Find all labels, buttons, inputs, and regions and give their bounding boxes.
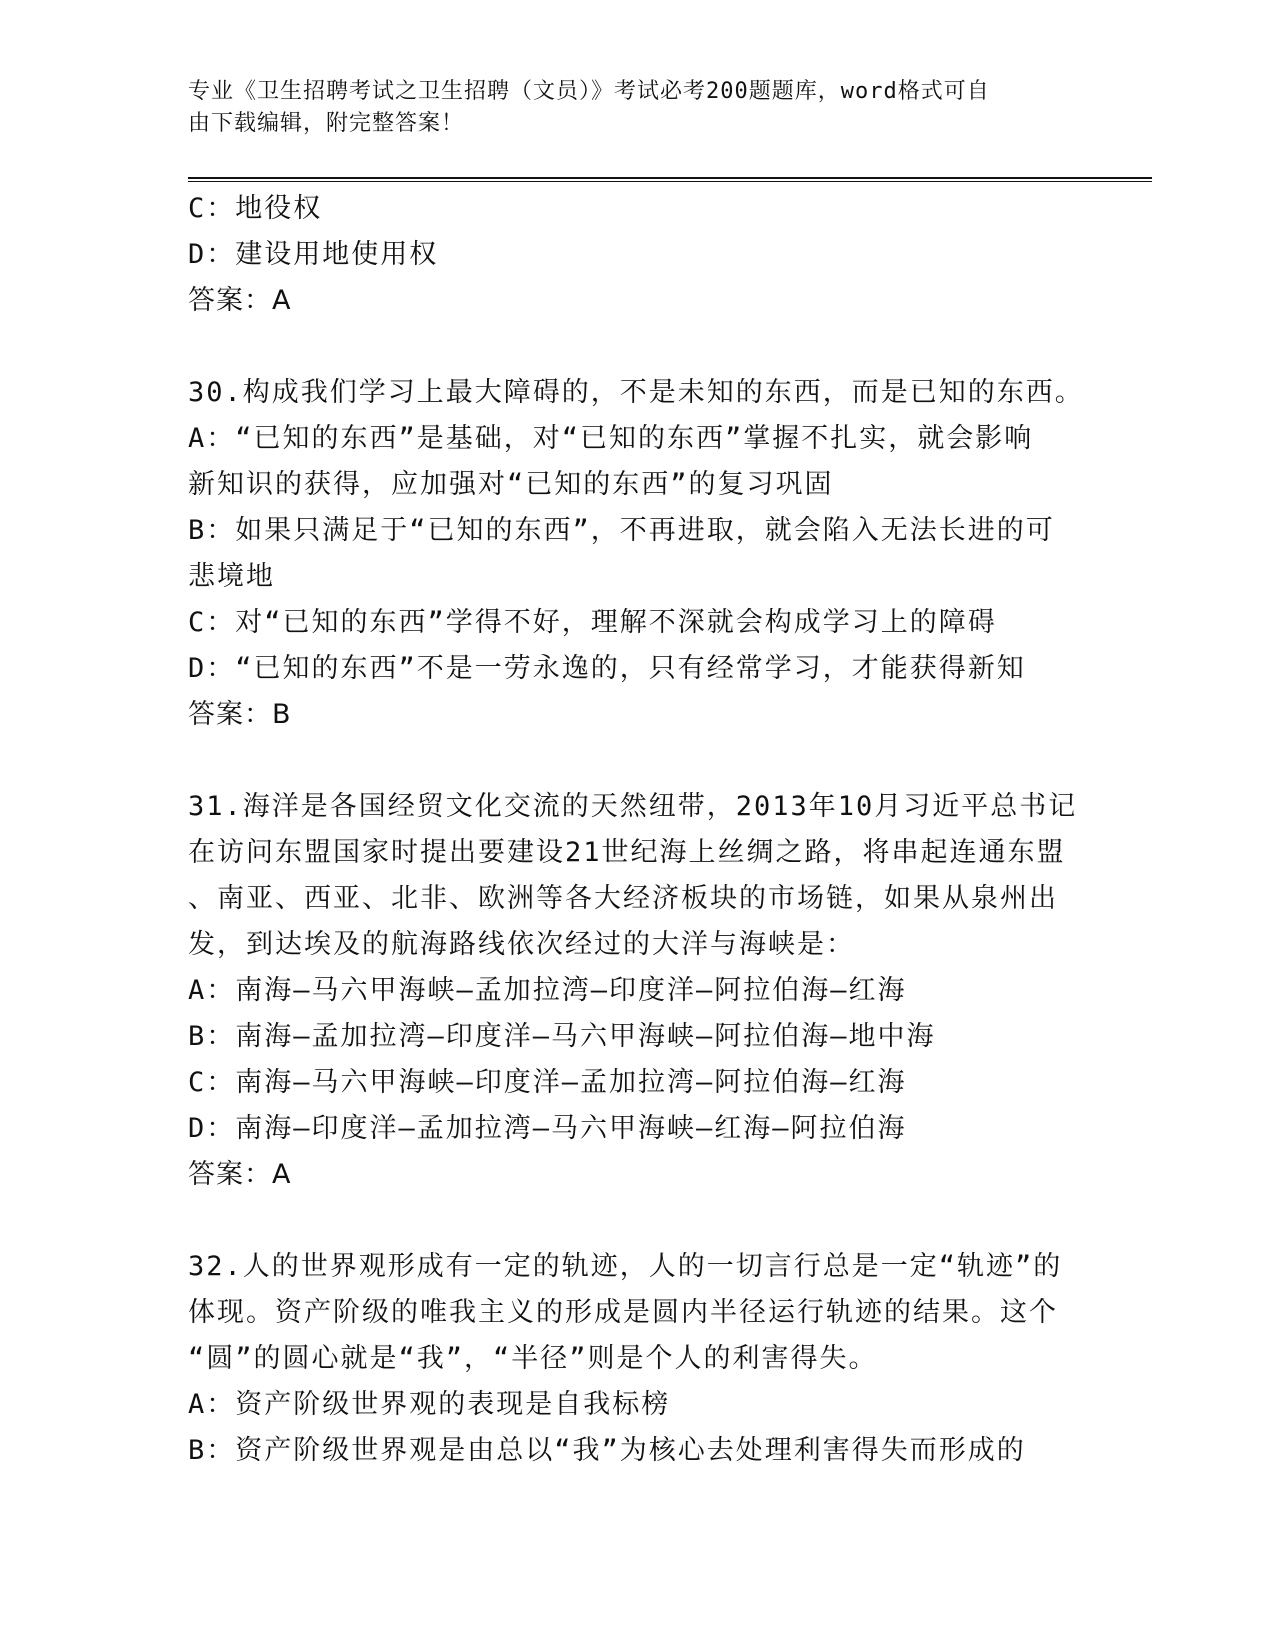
question-stem-cont: “圆”的圆心就是“我”，“半径”则是个人的利害得失。	[188, 1343, 878, 1374]
spacer	[188, 1198, 1088, 1244]
answer-line: 答案：A	[188, 1159, 292, 1190]
question-stem: 32.人的世界观形成有一定的轨迹，人的一切言行总是一定“轨迹”的	[188, 1251, 1063, 1282]
option-d: D：建设用地使用权	[188, 239, 439, 270]
option-b-cont: 悲境地	[188, 561, 275, 592]
option-a: A：资产阶级世界观的表现是自我标榜	[188, 1389, 671, 1420]
option-b: B：如果只满足于“已知的东西”，不再进取，就会陷入无法长进的可	[188, 515, 1055, 546]
question-content	[188, 186, 1088, 1474]
question-31	[188, 784, 1088, 1198]
question-stem-cont: 发，到达埃及的航海路线依次经过的大洋与海峡是：	[188, 929, 855, 960]
question-stem-cont: 体现。资产阶级的唯我主义的形成是圆内半径运行轨迹的结果。这个	[188, 1297, 1058, 1328]
answer-line: 答案：A	[188, 285, 292, 316]
header-divider	[188, 177, 1152, 182]
prev-question-block	[188, 186, 1088, 324]
option-a: A：南海—马六甲海峡—孟加拉湾—印度洋—阿拉伯海—红海	[188, 975, 907, 1006]
question-stem-cont: 在访问东盟国家时提出要建设21世纪海上丝绸之路，将串起连通东盟	[188, 837, 1066, 868]
option-b: B：资产阶级世界观是由总以“我”为核心去处理利害得失而形成的	[188, 1435, 1026, 1466]
answer-line: 答案：B	[188, 699, 292, 730]
spacer	[188, 738, 1088, 784]
question-stem: 30.构成我们学习上最大障碍的，不是未知的东西，而是已知的东西。	[188, 377, 1084, 408]
header-line: 专业《卫生招聘考试之卫生招聘（文员）》考试必考200题题库，word格式可自	[188, 79, 990, 104]
header-line: 由下载编辑，附完整答案！	[188, 111, 465, 136]
option-a: A：“已知的东西”是基础，对“已知的东西”掌握不扎实，就会影响	[188, 423, 1034, 454]
option-c: C：地役权	[188, 193, 323, 224]
option-d: D：南海—印度洋—孟加拉湾—马六甲海峡—红海—阿拉伯海	[188, 1113, 907, 1144]
question-stem-cont: 、南亚、西亚、北非、欧洲等各大经济板块的市场链，如果从泉州出	[188, 883, 1058, 914]
option-d: D：“已知的东西”不是一劳永逸的，只有经常学习，才能获得新知	[188, 653, 1026, 684]
option-c: C：南海—马六甲海峡—印度洋—孟加拉湾—阿拉伯海—红海	[188, 1067, 907, 1098]
option-b: B：南海—孟加拉湾—印度洋—马六甲海峡—阿拉伯海—地中海	[188, 1021, 936, 1052]
option-c: C：对“已知的东西”学得不好，理解不深就会构成学习上的障碍	[188, 607, 997, 638]
page-header	[188, 76, 1068, 140]
spacer	[188, 324, 1088, 370]
question-stem: 31.海洋是各国经贸文化交流的天然纽带，2013年10月习近平总书记	[188, 791, 1078, 822]
option-a-cont: 新知识的获得，应加强对“已知的东西”的复习巩固	[188, 469, 834, 500]
question-32	[188, 1244, 1088, 1474]
question-30	[188, 370, 1088, 738]
